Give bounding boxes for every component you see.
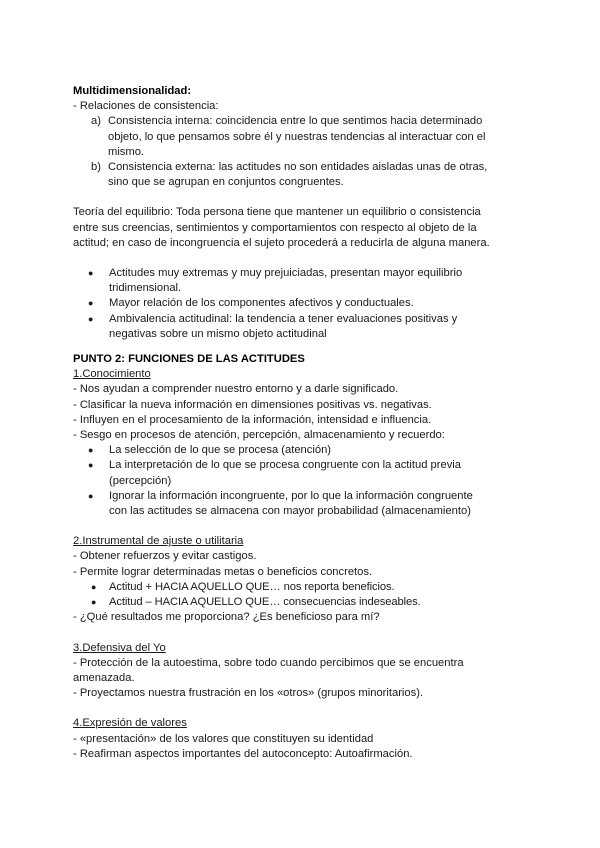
paragraph-line: amenazada. — [73, 671, 135, 684]
paragraph-line: - Reafirman aspectos importantes del autoconcepto: Autoafirmación. — [73, 747, 413, 760]
list-item-line: mismo. — [108, 145, 145, 158]
list-item-a — [73, 114, 535, 160]
paragraph-line: entre sus creencias, sentimientos y comportamientos con respecto al objeto de la — [73, 221, 477, 234]
paragraph-line: - Protección de la autoestima, sobre todo cuando percibimos que se encuentra — [73, 656, 464, 669]
bullet-line: tridimensional. — [109, 282, 182, 295]
list-item-b — [73, 160, 535, 190]
paragraph-line: Teoría del equilibrio: Toda persona tiene que mantener un equilibrio o consistencia — [73, 206, 481, 219]
paragraph-line: - Influyen en el procesamiento de la información, intensidad e influencia. — [73, 413, 432, 426]
subheading-instrumental: 2.Instrumental de ajuste o utilitaria — [73, 535, 244, 548]
bullet-line: Actitud + HACIA AQUELLO QUE… nos reporta beneficios. — [109, 580, 395, 593]
subheading-expresion-valores: 4.Expresión de valores — [73, 717, 187, 730]
spacer — [73, 626, 535, 641]
bullet-item — [73, 458, 535, 488]
list-item-line: Consistencia externa: las actitudes no son entidades aisladas unas de otras, — [108, 161, 488, 174]
document-page — [73, 84, 535, 762]
bullet-item — [73, 489, 535, 519]
paragraph-line: - Obtener refuerzos y evitar castigos. — [73, 550, 257, 563]
consistency-intro: - Relaciones de consistencia: — [73, 100, 219, 113]
bullet-line: Actitud – HACIA AQUELLO QUE… consecuencias indeseables. — [109, 596, 421, 609]
paragraph-line: - ¿Qué resultados me proporciona? ¿Es beneficioso para mí? — [73, 611, 380, 624]
paragraph-line: - «presentación» de los valores que constituyen su identidad — [73, 732, 374, 745]
bullet-icon: ● — [88, 460, 94, 471]
bullet-icon: ● — [88, 490, 94, 501]
list-marker: a) — [91, 115, 101, 128]
bullet-line: Mayor relación de los componentes afectivos y conductuales. — [109, 297, 414, 310]
spacer — [73, 519, 535, 534]
spacer — [73, 190, 535, 205]
spacer — [73, 701, 535, 716]
bullet-line: (percepción) — [109, 474, 172, 487]
bullet-icon: ● — [88, 298, 94, 309]
bullet-item — [73, 580, 535, 595]
bullet-line: negativas sobre un mismo objeto actitudinal — [109, 327, 327, 340]
bullet-item — [73, 266, 535, 296]
spacer — [73, 251, 535, 266]
bullet-icon: ● — [91, 597, 97, 608]
list-item-line: objeto, lo que pensamos sobre él y nuestras tendencias al interactuar con el — [108, 130, 486, 143]
heading-punto-2: PUNTO 2: FUNCIONES DE LAS ACTITUDES — [73, 353, 305, 366]
subheading-defensiva: 3.Defensiva del Yo — [73, 641, 166, 654]
bullet-item — [73, 296, 535, 311]
paragraph-line: actitud; en caso de incongruencia el sujeto procederá a reducirla de alguna manera. — [73, 236, 490, 249]
bullet-icon: ● — [88, 313, 94, 324]
bullet-line: La selección de lo que se procesa (atención) — [109, 444, 332, 457]
bullet-icon: ● — [88, 445, 94, 456]
bullet-item — [73, 312, 535, 342]
bullet-item — [73, 443, 535, 458]
paragraph-line: - Permite lograr determinadas metas o beneficios concretos. — [73, 565, 373, 578]
paragraph-line: - Nos ayudan a comprender nuestro entorno y a darle significado. — [73, 383, 399, 396]
subheading-conocimiento: 1.Conocimiento — [73, 368, 151, 381]
list-item-line: Consistencia interna: coincidencia entre lo que sentimos hacia determinado — [108, 115, 483, 128]
bullet-line: Ambivalencia actitudinal: la tendencia a tener evaluaciones positivas y — [109, 312, 458, 325]
list-marker: b) — [91, 161, 101, 174]
bullet-line: La interpretación de lo que se procesa congruente con la actitud previa — [109, 459, 462, 472]
bullet-item — [73, 595, 535, 610]
spacer — [73, 342, 535, 352]
bullet-line: Actitudes muy extremas y muy prejuiciadas, presentan mayor equilibrio — [109, 267, 463, 280]
paragraph-line: - Clasificar la nueva información en dimensiones positivas vs. negativas. — [73, 398, 432, 411]
bullet-line: Ignorar la información incongruente, por lo que la información congruente — [109, 489, 473, 502]
bullet-icon: ● — [88, 268, 94, 279]
list-item-line: sino que se agrupan en conjuntos congruentes. — [108, 176, 344, 189]
bullet-line: con las actitudes se almacena con mayor probabilidad (almacenamiento) — [109, 505, 471, 518]
paragraph-line: - Sesgo en procesos de atención, percepción, almacenamiento y recuerdo: — [73, 429, 445, 442]
bullet-icon: ● — [91, 581, 97, 592]
heading-multidimensionalidad: Multidimensionalidad: — [73, 85, 192, 97]
paragraph-line: - Proyectamos nuestra frustración en los «otros» (grupos minoritarios). — [73, 687, 424, 700]
